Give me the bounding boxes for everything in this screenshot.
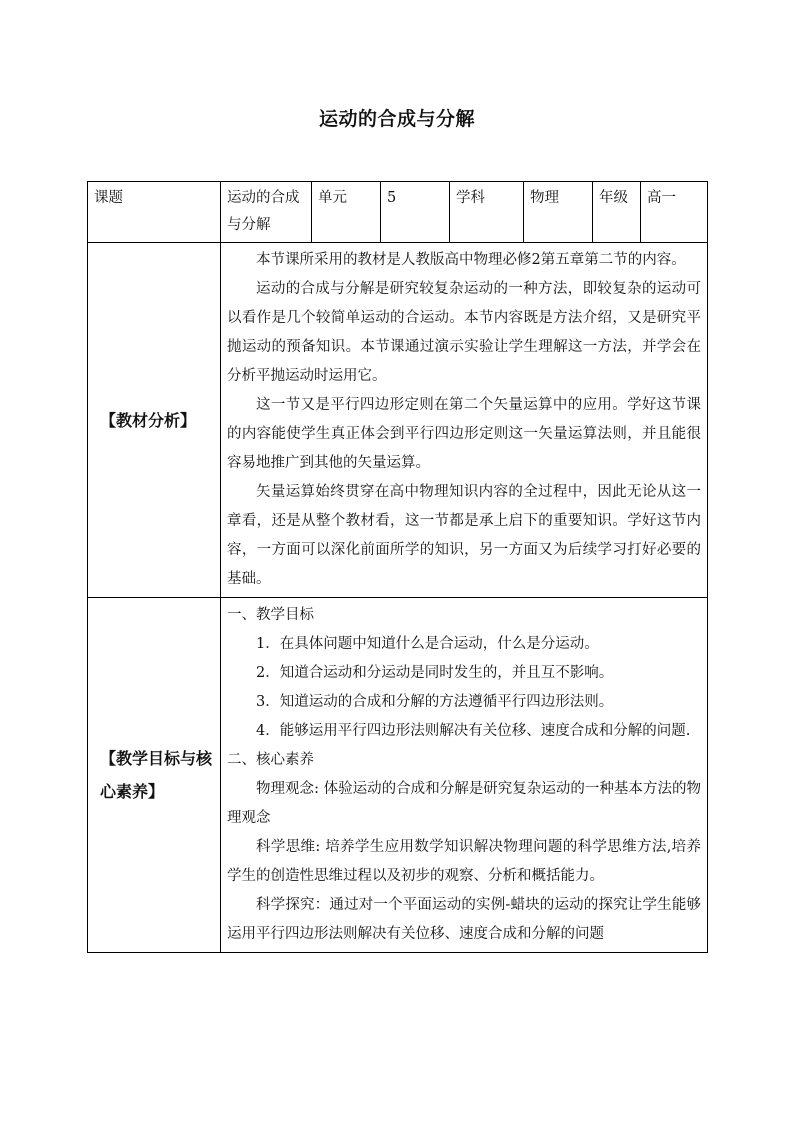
material-analysis-row xyxy=(88,243,708,598)
goal-item: 3．知道运动的合成和分解的方法遵循平行四边形法则。 xyxy=(256,694,614,710)
document-title: 运动的合成与分解 xyxy=(318,108,475,130)
lesson-plan-table xyxy=(87,181,708,953)
unit-value: 5 xyxy=(381,182,450,243)
subject-label: 学科 xyxy=(450,182,524,243)
course-value: 运动的合成与分解 xyxy=(221,182,312,243)
goals-row xyxy=(88,598,708,953)
course-label: 课题 xyxy=(88,182,221,243)
unit-label: 单元 xyxy=(312,182,381,243)
goal-item: 2．知道合运动和分运动是同时发生的，并且互不影响。 xyxy=(256,665,614,681)
literacy-item: 科学思维: 培养学生应用数学知识解决物理问题的科学思维方法,培养学生的创造性思维过程以及初步的观察、分析和概括能力。 xyxy=(227,839,701,884)
material-paragraph: 运动的合成与分解是研究较复杂运动的一种方法，即较复杂的运动可以看作是几个较简单运动的合运动。本节内容既是方法介绍，又是研究平抛运动的预备知识。本节课通过演示实验让学生理解这一方法，并学会在分析平抛运动时运用它。 xyxy=(227,281,701,384)
literacy-item: 物理观念: 体验运动的合成和分解是研究复杂运动的一种基本方法的物理观念 xyxy=(227,781,701,826)
goals-heading: 【教学目标与核心素养】 xyxy=(88,598,221,953)
teaching-goals-title: 一、教学目标 xyxy=(227,607,314,623)
core-literacy-title: 二、核心素养 xyxy=(227,752,314,768)
material-analysis-heading: 【教材分析】 xyxy=(88,243,221,598)
material-paragraph: 这一节又是平行四边形定则在第二个矢量运算中的应用。学好这节课的内容能使学生真正体会到平行四边形定则这一矢量运算法则，并且能很容易地推广到其他的矢量运算。 xyxy=(227,397,701,471)
literacy-item: 科学探究：通过对一个平面运动的实例-蜡块的运动的探究让学生能够运用平行四边形法则解决有关位移、速度合成和分解的问题 xyxy=(227,897,701,942)
grade-label: 年级 xyxy=(593,182,641,243)
goal-item: 4．能够运用平行四边形法则解决有关位移、速度合成和分解的问题. xyxy=(256,723,691,739)
material-paragraph: 矢量运算始终贯穿在高中物理知识内容的全过程中，因此无论从这一章看，还是从整个教材看，这一节都是承上启下的重要知识。学好这节内容，一方面可以深化前面所学的知识，另一方面又为后续学习打好必要的基础。 xyxy=(227,484,701,587)
material-paragraph: 本节课所采用的教材是人教版高中物理必修2第五章第二节的内容。 xyxy=(256,252,686,268)
grade-value: 高一 xyxy=(641,182,708,243)
goal-item: 1．在具体问题中知道什么是合运动，什么是分运动。 xyxy=(256,636,599,652)
header-row xyxy=(88,182,708,243)
goals-content xyxy=(221,598,708,953)
material-analysis-content xyxy=(221,243,708,598)
subject-value: 物理 xyxy=(524,182,593,243)
